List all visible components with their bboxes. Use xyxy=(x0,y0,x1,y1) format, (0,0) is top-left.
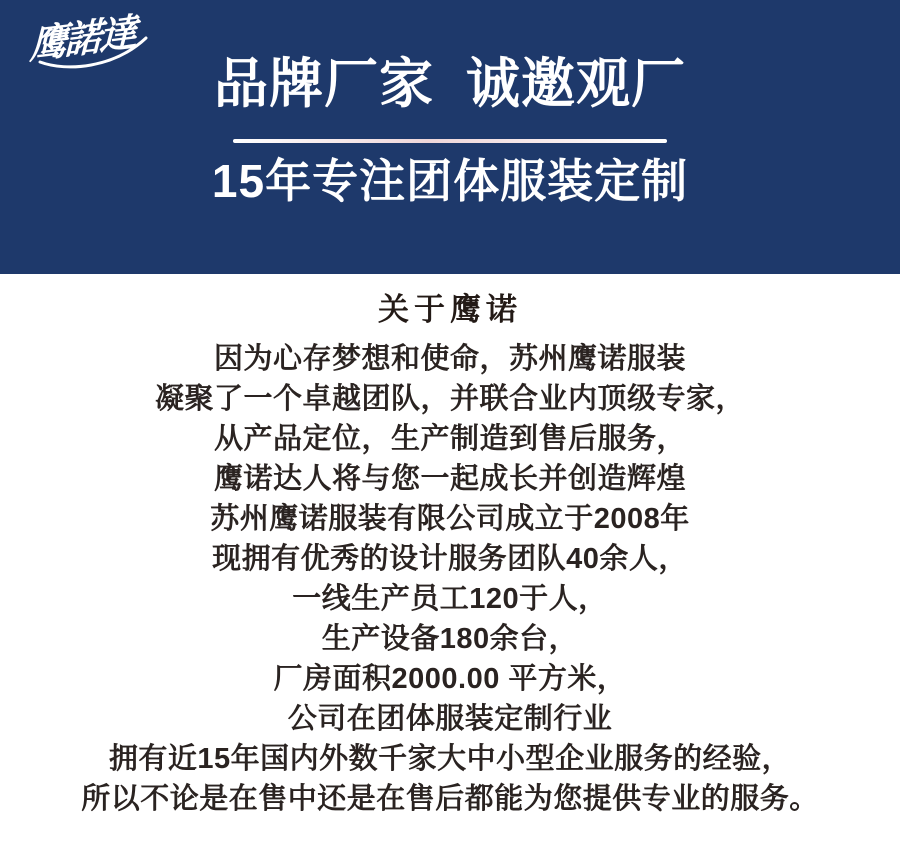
about-line: 凝聚了一个卓越团队，并联合业内顶级专家， xyxy=(154,383,745,416)
banner-subtitle: 15年专注团体服装定制 xyxy=(211,154,689,207)
about-line: 生产设备180余台， xyxy=(321,623,579,656)
about-heading: 关于鹰诺 xyxy=(378,292,522,327)
about-line: 因为心存梦想和使命，苏州鹰诺服装 xyxy=(213,343,686,376)
banner-divider-line xyxy=(233,139,667,143)
about-line: 一线生产员工120于人， xyxy=(292,583,608,616)
about-text-block xyxy=(0,339,900,819)
header-banner xyxy=(0,0,900,274)
about-section xyxy=(0,293,900,819)
about-line: 鹰诺达人将与您一起成长并创造辉煌 xyxy=(213,463,686,496)
about-line: 所以不论是在售中还是在售后都能为您提供专业的服务。 xyxy=(81,783,819,816)
about-line: 公司在团体服装定制行业 xyxy=(287,703,613,736)
about-line: 从产品定位，生产制造到售后服务， xyxy=(213,423,686,456)
about-line: 厂房面积2000.00 平方米， xyxy=(273,663,627,696)
about-line: 苏州鹰诺服装有限公司成立于2008年 xyxy=(210,503,690,536)
about-line: 拥有近15年国内外数千家大中小型企业服务的经验， xyxy=(108,743,792,776)
banner-title: 品牌厂家 诚邀观厂 xyxy=(213,54,686,114)
brand-logo-text: 鹰諾達 xyxy=(29,12,135,68)
brand-logo xyxy=(22,4,162,74)
about-line: 现拥有优秀的设计服务团队40余人， xyxy=(212,543,688,576)
